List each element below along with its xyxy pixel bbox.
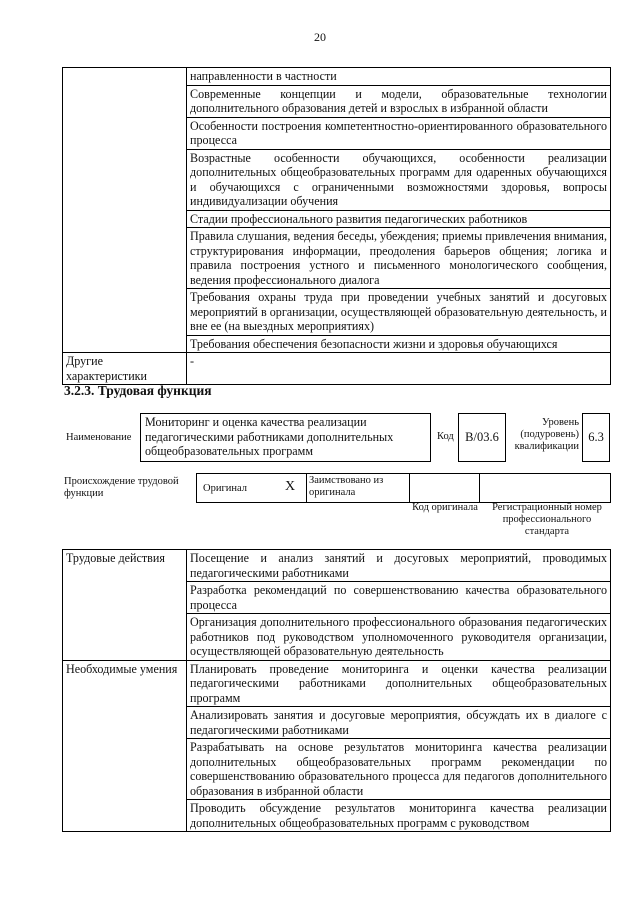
origin-label: Происхождение трудовой функции [64, 476, 179, 499]
function-name-box: Мониторинг и оценка качества реализации педагогическими работниками дополнительных общеобразовательных программ [140, 413, 431, 462]
level-value-box: 6.3 [582, 413, 610, 462]
action-row: Организация дополнительного профессионального образования педагогических работников под руководством уполномоченного руководителя организации, осуществляющей образовательную деятельность [187, 614, 611, 661]
skill-row: Анализировать занятия и досуговые мероприятия, обсуждать их в диалоге с педагогическими работниками [187, 707, 611, 739]
action-row: Разработка рекомендаций по совершенствованию качества образовательного процесса [187, 582, 611, 614]
skill-row: Проводить обсуждение результатов мониторинга качества реализации дополнительных общеобразовательных программ с руководством [187, 800, 611, 832]
other-characteristics-value: - [187, 353, 611, 385]
skill-row: Планировать проведение мониторинга и оценки качества реализации педагогическими работниками дополнительных общеобразовательных программ [187, 660, 611, 707]
reg-number-caption: Регистрационный номер профессионального стандарта [492, 502, 602, 537]
code-original-caption: Код оригинала [412, 502, 478, 513]
other-characteristics-label: Другие характеристики [63, 353, 187, 385]
original-mark: X [285, 479, 296, 494]
origin-code-box [409, 473, 480, 503]
knowledge-table [62, 67, 611, 385]
name-label: Наименование [66, 432, 132, 443]
knowledge-row: Требования обеспечения безопасности жизни и здоровья обучающихся [187, 335, 611, 353]
section-title: 3.2.3. Трудовая функция [64, 383, 212, 398]
origin-original-box [196, 473, 306, 503]
page-number: 20 [314, 30, 326, 44]
code-label: Код [437, 431, 454, 442]
original-label: Оригинал [203, 483, 247, 494]
origin-borrowed-box [306, 473, 410, 503]
knowledge-label-cell [63, 68, 187, 353]
knowledge-row: Требования охраны труда при проведении учебных занятий и досуговых мероприятий в организации, осуществляющей образовательную деятельность, и вне ее (на выездных мероприятиях) [187, 289, 611, 336]
knowledge-row: Возрастные особенности обучающихся, особенности реализации дополнительных общеобразовательных программ для одаренных обучающихся и обучающихся с ограниченными возможностями здоровья, вопросы индивидуализации обучения [187, 149, 611, 210]
actions-label: Трудовые действия [63, 550, 187, 661]
knowledge-row: Стадии профессионального развития педагогических работников [187, 210, 611, 228]
knowledge-row: Правила слушания, ведения беседы, убеждения; приемы привлечения внимания, структурирования информации, преодоления барьеров общения; логика и правила построения устного и письменного монологического сообщения, ведения профессионального диалога [187, 228, 611, 289]
function-table [62, 549, 611, 832]
borrowed-label: Заимствовано из оригинала [309, 475, 384, 498]
skills-label: Необходимые умения [63, 660, 187, 832]
skill-row: Разрабатывать на основе результатов мониторинга качества реализации дополнительных общеобразовательных программ рекомендации по совершенствованию образовательного процесса для педагогов дополнительного образования в избранной области [187, 739, 611, 800]
knowledge-row: Современные концепции и модели, образовательные технологии дополнительного образования детей и взрослых в избранной области [187, 85, 611, 117]
level-label: Уровень (подуровень) квалификации [514, 417, 579, 452]
code-value-box: B/03.6 [458, 413, 506, 462]
knowledge-row: направленности в частности [187, 68, 611, 86]
action-row: Посещение и анализ занятий и досуговых мероприятий, проводимых педагогическими работниками [187, 550, 611, 582]
knowledge-row: Особенности построения компетентностно-ориентированного образовательного процесса [187, 117, 611, 149]
origin-reg-box [479, 473, 611, 503]
